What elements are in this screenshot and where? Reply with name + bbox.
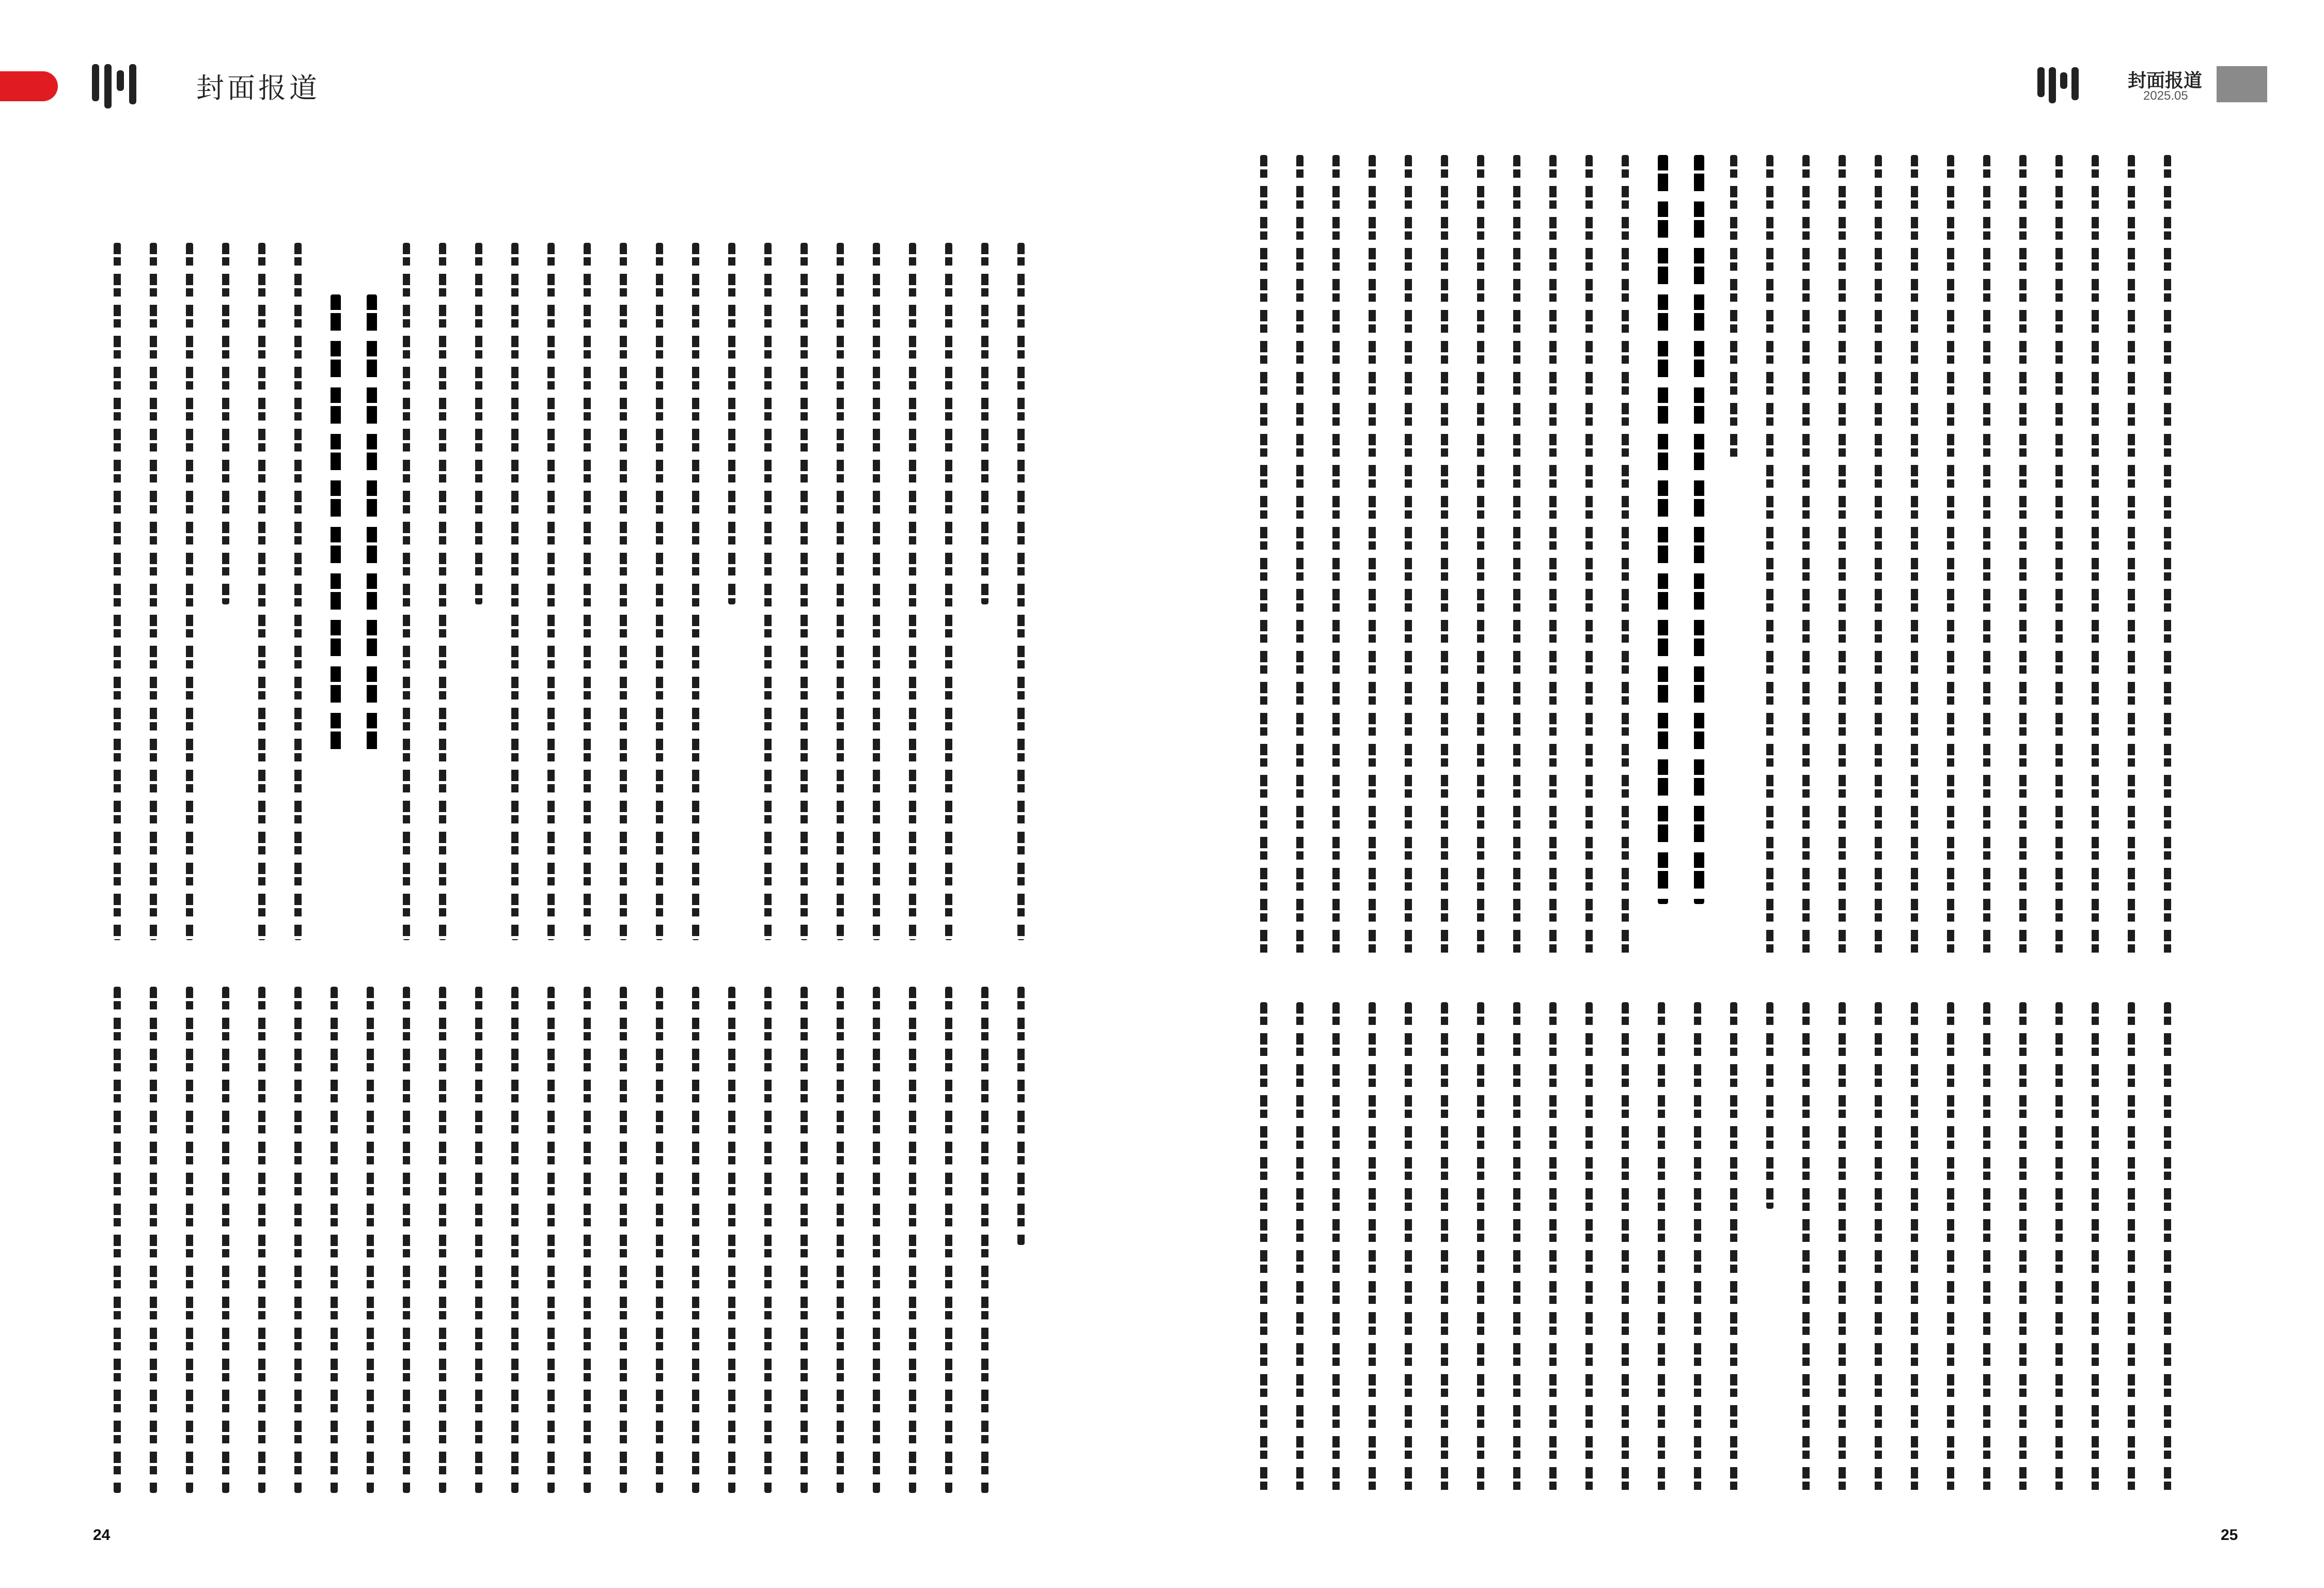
right-page <box>1162 0 2324 1588</box>
text-column <box>1766 1002 1773 1209</box>
text-column <box>1875 155 1882 956</box>
magazine-logo <box>2217 66 2267 102</box>
text-column <box>728 243 735 604</box>
text-column <box>1296 155 1304 956</box>
page-number-left: 24 <box>93 1527 111 1544</box>
text-column <box>1260 1002 1267 1493</box>
text-column <box>800 243 808 940</box>
text-column <box>945 987 952 1493</box>
text-column <box>620 987 627 1493</box>
text-column <box>1839 1002 1846 1493</box>
section-title-left: 封面报道 <box>196 72 320 104</box>
text-column <box>114 243 121 940</box>
text-column <box>584 243 591 940</box>
text-column <box>1694 1002 1701 1493</box>
text-column <box>981 987 988 1493</box>
text-column <box>1839 155 1846 956</box>
text-column <box>2164 155 2171 956</box>
mongolian-section-title-right <box>2037 67 2079 104</box>
text-column <box>728 987 735 1493</box>
text-column <box>764 987 772 1493</box>
text-column <box>1983 1002 1990 1493</box>
text-column <box>620 243 627 940</box>
text-column <box>114 987 121 1493</box>
text-column <box>2128 155 2135 956</box>
text-column <box>150 987 157 1493</box>
text-column <box>1477 155 1484 956</box>
text-column <box>439 243 446 940</box>
text-column <box>909 243 916 940</box>
section-title-right: 封面报道 <box>2128 70 2203 91</box>
text-column <box>1260 155 1267 956</box>
subheading-column <box>1658 155 1668 904</box>
text-column <box>2055 1002 2063 1493</box>
text-column <box>2055 155 2063 956</box>
text-column <box>1441 155 1448 956</box>
text-column <box>1017 243 1025 940</box>
text-column <box>1622 1002 1629 1493</box>
text-column <box>1477 1002 1484 1493</box>
text-column <box>1730 1002 1737 1493</box>
text-column <box>873 243 880 940</box>
text-column <box>873 987 880 1493</box>
subheading-column <box>1694 155 1704 904</box>
text-column <box>186 987 193 1493</box>
text-column <box>1405 1002 1412 1493</box>
text-column <box>511 987 519 1493</box>
text-column <box>945 243 952 940</box>
text-column <box>1947 155 1954 956</box>
text-column <box>1332 1002 1340 1493</box>
text-column <box>1802 1002 1810 1493</box>
text-column <box>258 243 265 940</box>
text-column <box>1549 1002 1557 1493</box>
text-column <box>1405 155 1412 956</box>
text-column <box>1983 155 1990 956</box>
text-column <box>2092 155 2099 956</box>
text-column <box>656 243 663 940</box>
text-column <box>186 243 193 940</box>
text-column <box>1947 1002 1954 1493</box>
text-column <box>547 243 555 940</box>
mongolian-section-title-left <box>92 64 136 108</box>
text-column <box>258 987 265 1493</box>
text-column <box>150 243 157 940</box>
text-column <box>403 243 410 940</box>
text-column <box>2092 1002 2099 1493</box>
text-column <box>909 987 916 1493</box>
text-column <box>2019 155 2027 956</box>
text-column <box>837 243 844 940</box>
text-column <box>1513 155 1520 956</box>
subheading-column <box>331 294 341 759</box>
text-column <box>1802 155 1810 956</box>
text-column <box>222 987 229 1493</box>
text-column <box>2019 1002 2027 1493</box>
text-column <box>294 243 302 940</box>
text-column <box>1441 1002 1448 1493</box>
text-column <box>837 987 844 1493</box>
text-column <box>1658 1002 1665 1493</box>
text-column <box>367 987 374 1493</box>
text-column <box>1369 155 1376 956</box>
text-column <box>1875 1002 1882 1493</box>
text-column <box>511 243 519 940</box>
text-column <box>1730 155 1737 465</box>
text-column <box>403 987 410 1493</box>
text-column <box>800 987 808 1493</box>
text-column <box>1332 155 1340 956</box>
text-column <box>1911 1002 1918 1493</box>
text-column <box>2164 1002 2171 1493</box>
text-column <box>692 987 699 1493</box>
text-column <box>656 987 663 1493</box>
text-column <box>1549 155 1557 956</box>
text-column <box>2128 1002 2135 1493</box>
text-column <box>692 243 699 940</box>
text-column <box>1585 155 1593 956</box>
page-number-right: 25 <box>2221 1527 2238 1544</box>
text-column <box>222 243 229 604</box>
text-column <box>981 243 988 604</box>
text-column <box>764 243 772 940</box>
text-column <box>1296 1002 1304 1493</box>
text-column <box>475 243 482 604</box>
text-column <box>1766 155 1773 956</box>
text-column <box>1369 1002 1376 1493</box>
text-column <box>331 987 338 1493</box>
text-column <box>475 987 482 1493</box>
section-tab-marker <box>0 71 58 101</box>
subheading-column <box>367 294 377 759</box>
right-body-text <box>1260 155 2205 1508</box>
text-column <box>547 987 555 1493</box>
text-column <box>294 987 302 1493</box>
text-column <box>1585 1002 1593 1493</box>
text-column <box>439 987 446 1493</box>
left-body-text <box>114 243 1069 1503</box>
text-column <box>1017 987 1025 1245</box>
issue-date: 2025.05 <box>2143 89 2188 103</box>
text-column <box>1911 155 1918 956</box>
text-column <box>1513 1002 1520 1493</box>
text-column <box>1622 155 1629 956</box>
text-column <box>584 987 591 1493</box>
